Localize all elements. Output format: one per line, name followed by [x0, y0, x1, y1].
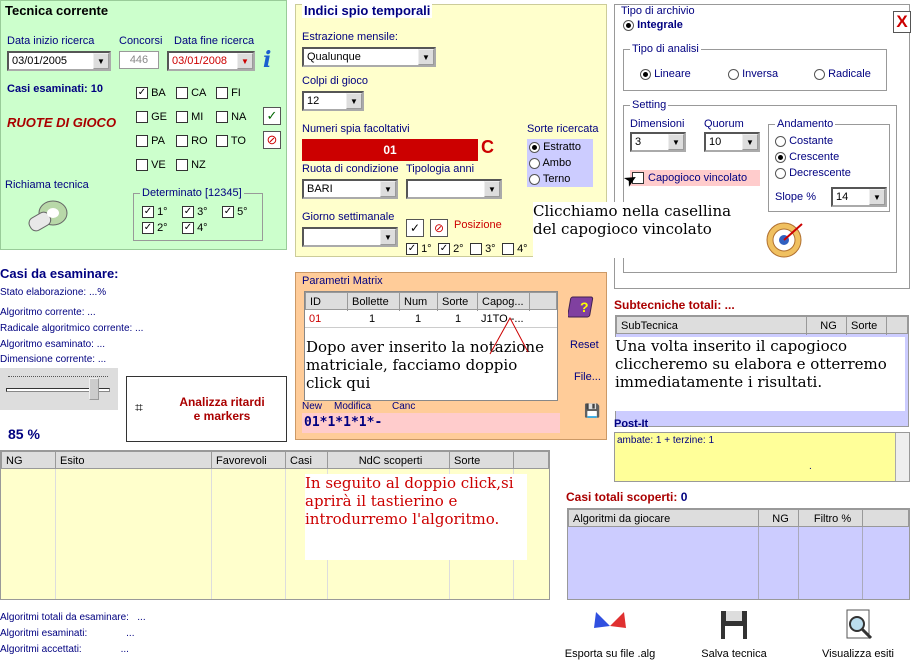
pos-checkbox[interactable]: ✓ — [407, 243, 417, 255]
footer-esaminati: Algoritmi esaminati: ... — [0, 628, 135, 639]
pos-1[interactable]: ✓ 1° — [407, 243, 432, 255]
quorum-combo[interactable] — [704, 132, 760, 152]
dimensioni-combo[interactable] — [630, 132, 686, 152]
col-capog[interactable]: Capog... — [478, 293, 530, 311]
andamento-group — [768, 118, 890, 212]
slope-combo[interactable] — [831, 187, 887, 207]
col-num[interactable]: Num — [400, 293, 438, 311]
determinato-title: Determinato [12345] — [142, 187, 242, 199]
slope-value: 14 — [836, 191, 849, 203]
quorum-value: 10 — [709, 136, 722, 148]
ruota-GE[interactable]: GE — [136, 111, 167, 123]
cell-num: 1 — [415, 313, 422, 325]
radio[interactable] — [775, 136, 786, 147]
data-fine-label: Data fine ricerca — [174, 35, 255, 47]
col-ng[interactable]: NG — [2, 452, 56, 470]
info-icon[interactable]: i — [263, 47, 272, 73]
note-capogioco: Clicchiamo nella casellina del capogioco vincolato — [533, 202, 745, 258]
postit-dot: . — [809, 461, 812, 472]
col-esito[interactable]: Esito — [56, 452, 212, 470]
ruota-VE[interactable]: VE — [136, 159, 166, 171]
radio[interactable] — [775, 168, 786, 179]
sorte-estratto[interactable]: Estratto — [529, 141, 581, 153]
col-ng[interactable]: NG — [759, 510, 799, 528]
radio[interactable] — [814, 69, 825, 80]
posizione-check-button[interactable]: ✓ — [406, 219, 424, 237]
chevron-down-icon[interactable]: ▼ — [668, 134, 684, 150]
esporta-button[interactable] — [560, 608, 660, 664]
analisi-lineare[interactable]: Lineare — [640, 68, 691, 80]
data-inizio-label: Data inizio ricerca — [7, 35, 95, 47]
casi-algoritmo-esaminato: Algoritmo esaminato: ... — [0, 339, 106, 350]
quorum-label: Quorum — [704, 118, 744, 130]
salva-label: Salva tecnica — [701, 648, 767, 660]
det-1[interactable]: ✓ 1° — [143, 206, 168, 218]
chevron-down-icon[interactable]: ▼ — [742, 134, 758, 150]
salva-button[interactable] — [688, 608, 780, 664]
analisi-group — [623, 43, 887, 91]
tipologia-combo[interactable] — [406, 179, 502, 199]
magnifier-doc-icon — [841, 608, 875, 642]
new-button[interactable]: New — [302, 401, 323, 412]
ruota-RO[interactable]: RO — [176, 135, 208, 147]
chevron-down-icon[interactable]: ▼ — [484, 181, 500, 197]
casi-dimensione: Dimensione corrente: ... — [0, 354, 107, 365]
indici-title: Indici spio temporali — [304, 3, 431, 18]
ruota-TO[interactable]: TO — [216, 135, 246, 147]
data-inizio-value: 03/01/2005 — [12, 55, 68, 67]
target-icon[interactable] — [766, 220, 806, 260]
ruota-checkbox[interactable] — [176, 159, 188, 171]
ruota-NZ[interactable]: NZ — [176, 159, 206, 171]
ruota-CA[interactable]: CA — [176, 87, 206, 99]
tipologia-label: Tipologia anni — [406, 163, 475, 175]
radio[interactable] — [623, 20, 634, 31]
col-sorte[interactable]: Sorte — [438, 293, 478, 311]
richiama-label: Richiama tecnica — [5, 179, 89, 191]
det-checkbox[interactable]: ✓ — [143, 206, 153, 218]
ruota-FI[interactable]: FI — [216, 87, 241, 99]
casi-totali-table — [567, 508, 910, 600]
posizione-label: Posizione — [454, 219, 502, 231]
footer-accettati: Algoritmi accettati: ... — [0, 644, 129, 655]
col-sorte[interactable]: Sorte — [450, 452, 514, 470]
casi-totali-title: Casi totali scoperti: 0 — [566, 490, 688, 504]
postit-title: Post-It — [614, 418, 649, 430]
chevron-down-icon[interactable]: ▼ — [380, 181, 396, 197]
radio[interactable] — [728, 69, 739, 80]
col-line — [798, 527, 799, 599]
slider-thumb[interactable] — [89, 378, 99, 400]
ruote-label: RUOTE DI GIOCO — [7, 115, 117, 130]
pos-checkbox[interactable] — [502, 243, 514, 255]
det-checkbox[interactable]: ✓ — [183, 206, 193, 218]
analisi-radicale[interactable]: Radicale — [814, 68, 871, 80]
col-filtro[interactable]: Filtro % — [799, 510, 863, 528]
disk-icon — [717, 608, 751, 642]
setting-title: Setting — [632, 99, 667, 111]
pos-2[interactable]: ✓ 2° — [439, 243, 464, 255]
analisi-title: Tipo di analisi — [632, 43, 699, 55]
chevron-down-icon[interactable]: ▼ — [93, 53, 109, 69]
col-casi[interactable]: Casi — [286, 452, 328, 470]
visualizza-button[interactable] — [812, 608, 904, 664]
ruota-cond-value: BARI — [307, 183, 333, 195]
estrazione-combo[interactable] — [302, 47, 436, 67]
radio[interactable] — [640, 69, 651, 80]
richiama-button[interactable] — [21, 197, 69, 235]
casi-radicale: Radicale algoritmico corrente: ... — [0, 323, 144, 334]
colpi-combo[interactable] — [302, 91, 364, 111]
pos-4[interactable]: 4° — [502, 243, 528, 255]
sorte-terno[interactable]: Terno — [529, 173, 570, 185]
col-subtecnica[interactable]: SubTecnica — [617, 317, 807, 335]
concorsi-label: Concorsi — [119, 35, 163, 47]
ruota-checkbox[interactable] — [176, 111, 188, 123]
ruota-checkbox[interactable] — [176, 135, 188, 147]
data-fine-combo[interactable] — [167, 51, 255, 71]
det-checkbox[interactable]: ✓ — [223, 206, 233, 218]
reset-button[interactable]: Reset — [570, 339, 599, 351]
radio[interactable] — [529, 174, 540, 185]
det-checkbox[interactable]: ✓ — [183, 222, 193, 234]
capogioco-vincolato[interactable]: Capogioco vincolato — [630, 170, 760, 186]
det-4[interactable]: ✓ 4° — [183, 222, 208, 234]
note-arrow — [480, 316, 550, 356]
col-line — [758, 527, 759, 599]
giorno-label: Giorno settimanale — [302, 211, 395, 223]
archivio-title: Tipo di archivio — [621, 5, 695, 17]
chevron-down-icon[interactable]: ▼ — [418, 49, 434, 65]
col-id[interactable]: ID — [306, 293, 348, 311]
ruota-checkbox[interactable] — [216, 87, 228, 99]
footer-totali: Algoritmi totali da esaminare: ... — [0, 612, 146, 623]
matrix-title: Parametri Matrix — [302, 275, 383, 287]
modifica-button[interactable]: Modifica — [334, 401, 372, 412]
col-algoritmi[interactable]: Algoritmi da giocare — [569, 510, 759, 528]
ruota-checkbox[interactable]: ✓ — [137, 87, 147, 99]
col-favorevoli[interactable]: Favorevoli — [212, 452, 286, 470]
canc-button[interactable]: Canc — [392, 401, 416, 412]
tecnica-title: Tecnica corrente — [5, 3, 109, 18]
giorno-combo[interactable] — [302, 227, 398, 247]
det-3[interactable]: ✓ 3° — [183, 206, 208, 218]
numeri-spia-label: Numeri spia facoltativi — [302, 123, 410, 135]
chevron-down-icon[interactable]: ▼ — [346, 93, 362, 109]
integrale-radio[interactable]: Integrale — [623, 19, 683, 31]
casi-algoritmo-corrente: Algoritmo corrente: ... — [0, 307, 96, 318]
note-subtecnica: Una volta inserito il capogioco cliccheremo su elabora e otterremo immediatamente i risultati. — [615, 337, 905, 411]
data-fine-value: 03/01/2008 — [172, 55, 228, 67]
col-line — [862, 527, 863, 599]
det-5[interactable]: ✓ 5° — [223, 206, 248, 218]
radio[interactable] — [529, 142, 540, 153]
cell-id: 01 — [309, 313, 322, 325]
tecnica-panel — [0, 0, 287, 250]
casi-title: Casi da esaminare: — [0, 266, 119, 281]
estrazione-label: Estrazione mensile: — [302, 31, 398, 43]
analizza-label: Analizza ritardi e markers — [179, 395, 265, 423]
ruota-checkbox[interactable] — [216, 135, 228, 147]
pos-checkbox[interactable]: ✓ — [439, 243, 449, 255]
save-icon[interactable]: 💾 — [584, 403, 601, 418]
butterfly-icon — [592, 608, 628, 642]
chevron-down-icon[interactable]: ▼ — [869, 189, 885, 205]
ruote-grid — [136, 87, 266, 177]
file-button[interactable]: File... — [574, 371, 601, 383]
casi-stato: Stato elaborazione: ...% — [0, 287, 107, 298]
numeri-spia-field[interactable]: 01 — [302, 139, 478, 161]
visualizza-label: Visualizza esiti — [822, 648, 894, 660]
colpi-value: 12 — [307, 95, 320, 107]
pos-checkbox[interactable] — [470, 243, 482, 255]
cell-capog: J1TO -... — [481, 313, 524, 325]
radio[interactable] — [775, 152, 786, 163]
cell-bollette: 1 — [369, 313, 376, 325]
speed-slider[interactable] — [0, 368, 118, 410]
postit-box[interactable] — [614, 432, 910, 482]
subtecniche-header — [616, 316, 908, 334]
estrazione-value: Qualunque — [307, 51, 361, 63]
det-2[interactable]: ✓ 2° — [143, 222, 168, 234]
cursor-arrow-icon: ➤ — [620, 169, 642, 192]
c-button[interactable]: C — [481, 137, 494, 157]
det-checkbox[interactable]: ✓ — [143, 222, 153, 234]
svg-text:?: ? — [580, 299, 589, 315]
slope-label: Slope % — [775, 191, 816, 203]
key-icon — [21, 197, 69, 235]
col-bollette[interactable]: Bollette — [348, 293, 400, 311]
determinato-group — [133, 187, 263, 241]
deselect-all-button[interactable]: ⊘ — [263, 131, 281, 149]
binoculars-icon: ⌗ — [135, 399, 143, 415]
casi-totali-header — [568, 509, 909, 527]
chevron-down-icon[interactable]: ▼ — [237, 53, 253, 69]
sorte-label: Sorte ricercata — [527, 123, 599, 135]
postit-text: ambate: 1 + terzine: 1 — [617, 435, 715, 446]
help-book-icon[interactable] — [568, 291, 598, 321]
note-matrix: Dopo aver inserito la notazione matriciale, facciamo doppio click qui — [306, 338, 544, 392]
sorte-group — [527, 139, 593, 187]
ruota-PA[interactable]: PA — [136, 135, 165, 147]
ruota-cond-combo[interactable] — [302, 179, 398, 199]
esiti-header — [1, 451, 549, 469]
analisi-inversa[interactable]: Inversa — [728, 68, 778, 80]
close-button[interactable]: X — [893, 11, 911, 33]
matrix-table-header — [305, 292, 557, 310]
col-ndc[interactable]: NdC scoperti — [328, 452, 450, 470]
casi-percent: 85 % — [8, 426, 40, 442]
posizione-clear-button[interactable]: ⊘ — [430, 219, 448, 237]
select-all-button[interactable]: ✓ — [263, 107, 281, 125]
ruota-checkbox[interactable] — [136, 159, 148, 171]
col-sorte[interactable]: Sorte — [847, 317, 887, 335]
ruota-checkbox[interactable] — [136, 111, 148, 123]
colpi-label: Colpi di gioco — [302, 75, 369, 87]
esporta-label: Esporta su file .alg — [564, 648, 656, 660]
cell-sorte: 1 — [455, 313, 462, 325]
ruota-cond-label: Ruota di condizione — [302, 163, 399, 175]
andamento-decrescente[interactable]: Decrescente — [775, 167, 851, 179]
andamento-costante[interactable]: Costante — [775, 135, 833, 147]
dimensioni-value: 3 — [635, 136, 642, 148]
ruota-BA[interactable]: ✓ BA — [137, 87, 166, 99]
sorte-ambo[interactable]: Ambo — [529, 157, 571, 169]
radio[interactable] — [529, 158, 540, 169]
ruota-checkbox[interactable] — [176, 87, 188, 99]
col-ng[interactable]: NG — [807, 317, 847, 335]
matrix-notation[interactable]: 01*1*1*1*- — [302, 413, 560, 433]
casi-totali-count: 0 — [680, 490, 688, 504]
andamento-crescente[interactable]: Crescente — [775, 151, 839, 163]
ruota-checkbox[interactable] — [136, 135, 148, 147]
data-inizio-combo[interactable] — [7, 51, 111, 71]
ruota-MI[interactable]: MI — [176, 111, 203, 123]
ruota-NA[interactable]: NA — [216, 111, 246, 123]
ruota-checkbox[interactable] — [216, 111, 228, 123]
concorsi-value: 446 — [119, 51, 159, 69]
pos-3[interactable]: 3° — [470, 243, 496, 255]
subtecniche-title: Subtecniche totali: ... — [614, 298, 735, 312]
analizza-button[interactable] — [126, 376, 287, 442]
dimensioni-label: Dimensioni — [630, 118, 685, 130]
casi-esaminati: Casi esaminati: 10 — [7, 83, 103, 95]
andamento-title: Andamento — [777, 118, 834, 130]
note-algoritmo: In seguito al doppio click,si aprirà il tastierino e introdurremo l'algoritmo. — [305, 474, 527, 560]
chevron-down-icon[interactable]: ▼ — [380, 229, 396, 245]
postit-scrollbar[interactable] — [895, 433, 909, 481]
